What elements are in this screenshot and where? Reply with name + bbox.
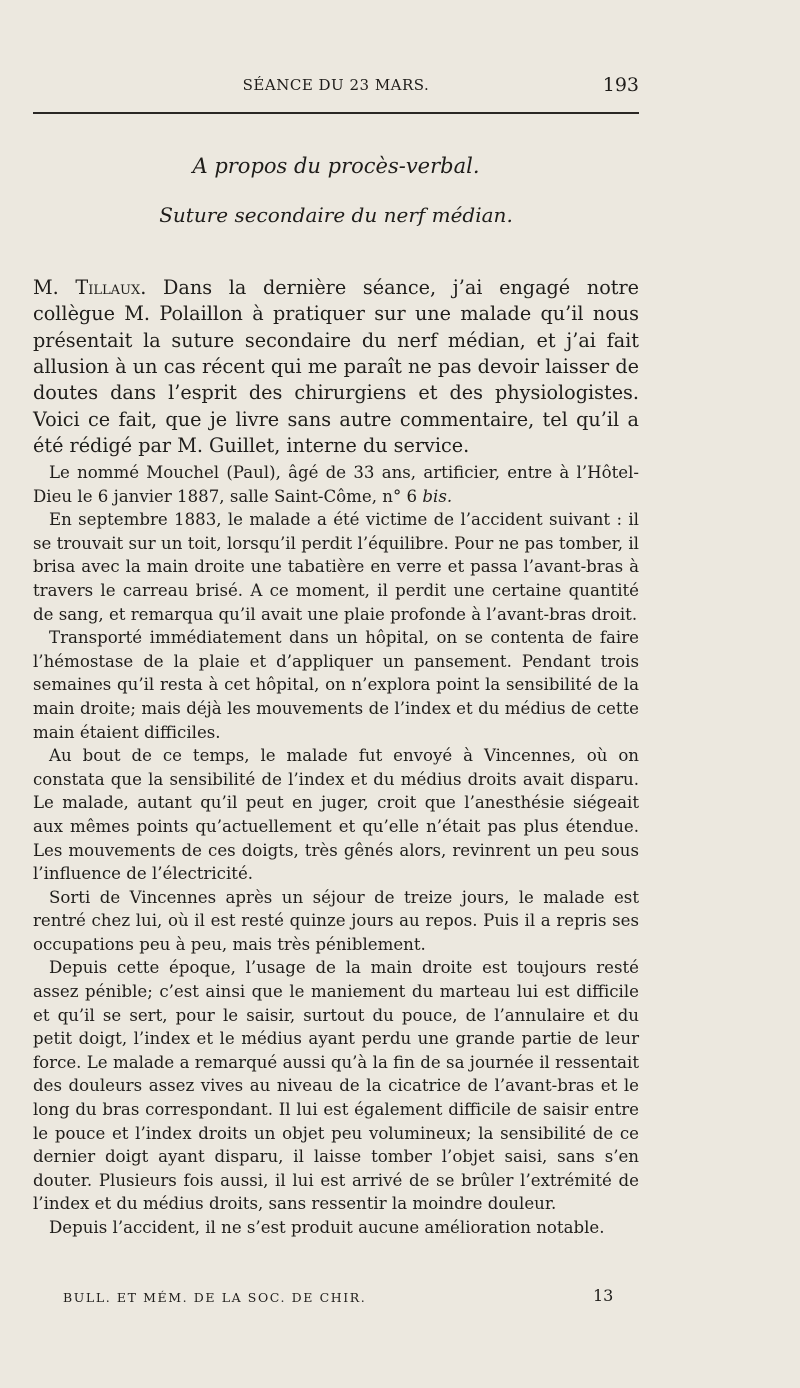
case-report [33,461,639,1240]
body-paragraph: Au bout de ce temps, le malade fut envoyé à Vincennes, où on constata que la sensibilité de l’index et du médius droits avait disparu. Le malade, autant qu’il peut en juger, croit que l’anesthésie siégeait aux mêmes points qu’actuellement et qu’elle n’était pas plus étendue. Les mouvements de ces doigts, très gênés alors, revinrent un peu sous l’influence de l’électricité. [33,746,639,884]
lead-text: Dans la dernière séance, j’ai engagé notre collègue M. Polaillon à pratiquer sur une malade qu’il nous présentait la suture secondaire du nerf médian, et j’ai fait allusion à un cas récent qui me paraît ne pas devoir laisser de doutes dans l’esprit des chirurgiens et des physiologistes. Voici ce fait, que je livre sans autre commentaire, tel qu’il a été rédigé par M. Guillet, interne du service. [33,276,639,457]
section-title: A propos du procès-verbal. [192,154,480,178]
running-title: SÉANCE DU 23 MARS. [242,76,430,94]
lead-paragraph [33,275,639,459]
body-paragraph [33,461,639,508]
body-paragraph: Transporté immédiatement dans un hôpital, on se contenta de faire l’hémostase de la plaie et d’appliquer un pansement. Pendant trois semaines qu’il resta à cet hôpital, on n’explora point la sensibilité de la main droite; mais déjà les mouvements de l’index et du médius de cette main étaient difficiles. [33,628,639,742]
bis-label: bis. [422,486,453,506]
body-paragraph: Sorti de Vincennes après un séjour de treize jours, le malade est rentré chez lui, où il est resté quinze jours au repos. Puis il a repris ses occupations peu à peu, mais très péniblement. [33,887,639,954]
page-footer [63,1286,623,1306]
body-paragraph: Depuis l’accident, il ne s’est produit aucune amélioration notable. [49,1218,605,1237]
header-rule [33,112,639,114]
paragraph-text: Le nommé Mouchel (Paul), âgé de 33 ans, artificier, entre à l’Hôtel-Dieu le 6 janvier 1887, salle Saint-Côme, n° 6 [33,463,639,506]
body-paragraph: Depuis cette époque, l’usage de la main droite est toujours resté assez pénible; c’est ainsi que le maniement du marteau lui est difficile et qu’il se sert, pour le saisir, surtout du pouce, de l’annulaire et du petit doigt, l’index et le médius ayant perdu une grande partie de leur force. Le malade a remarqué aussi qu’à la fin de sa journée il ressentait des douleurs assez vives au niveau de la cicatrice de l’avant-bras et le long du bras correspondant. Il lui est également difficile de saisir entre le pouce et l’index droits un objet peu volumineux; la sensibilité de ce dernier doigt ayant disparu, il laisse tomber l’objet saisi, sans s’en douter. Plusieurs fois aussi, il lui est arrivé de se brûler l’extrémité de l’index et du médius droits, sans ressentir la moindre douleur. [33,958,639,1214]
section-subtitle: Suture secondaire du nerf médian. [159,203,513,227]
signature-mark: 13 [593,1286,614,1305]
page-header [33,76,639,102]
page-number: 193 [602,74,639,96]
journal-name: BULL. ET MÉM. DE LA SOC. DE CHIR. [63,1290,367,1305]
body-paragraph: En septembre 1883, le malade a été victime de l’accident suivant : il se trouvait sur un toit, lorsqu’il perdit l’équilibre. Pour ne pas tomber, il brisa avec la main droite une tabatière en verre et passa l’avant-bras à travers le carreau brisé. A ce moment, il perdit une certaine quantité de sang, et remarqua qu’il avait une plaie profonde à l’avant-bras droit. [33,510,639,624]
speaker-name: M. Tillaux. [33,276,147,300]
